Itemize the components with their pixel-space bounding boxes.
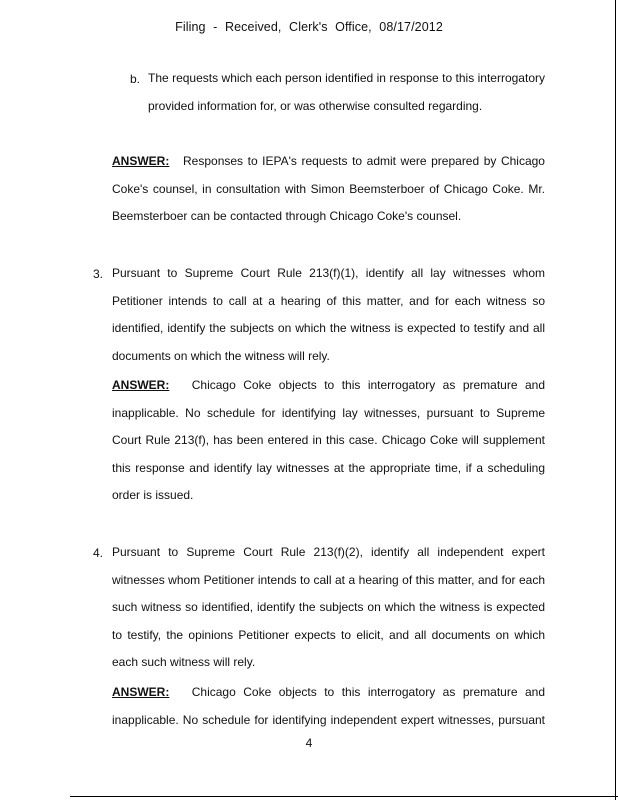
answer-3 xyxy=(112,372,545,510)
filing-header: Filing - Received, Clerk's Office, 08/17/2012 xyxy=(175,20,443,34)
answer-label: ANSWER: xyxy=(112,685,170,699)
answer-4-text: Chicago Coke objects to this interrogatory as premature and inapplicable. No schedule for identifying independent expert witnesses, pursuant xyxy=(112,685,545,727)
item-4-number: 4. xyxy=(93,546,104,560)
item-3-number: 3. xyxy=(93,267,104,281)
right-scan-border xyxy=(615,0,616,800)
answer-b xyxy=(112,148,545,231)
answer-b-text: Responses to IEPA's requests to admit were prepared by Chicago Coke's counsel, in consultation with Simon Beemsterboer of Chicago Coke. Mr. Beemsterboer can be contacted through Chicago Coke's counsel. xyxy=(112,154,545,224)
item-b-text: The requests which each person identified in response to this interrogatory provided information for, or was otherwise consulted regarding. xyxy=(148,71,545,113)
answer-label: ANSWER: xyxy=(112,378,170,392)
answer-4 xyxy=(112,679,545,734)
answer-label: ANSWER: xyxy=(112,154,170,168)
item-b-label: b. xyxy=(130,72,141,86)
bottom-scan-border xyxy=(70,796,618,797)
item-3-text: Pursuant to Supreme Court Rule 213(f)(1), identify all lay witnesses whom Petitioner intends to call at a hearing of this matter, and for each witness so identified, identify the subjects on which the witness is expected to testify and all documents on which the witness will rely. xyxy=(112,266,545,363)
answer-3-text: Chicago Coke objects to this interrogatory as premature and inapplicable. No schedule for identifying lay witnesses, pursuant to Supreme Court Rule 213(f), has been entered in this case. Chicago Coke will supplement this response and identify lay witnesses at the appropriate time, if a scheduling order is issued. xyxy=(112,378,545,503)
item-4-text: Pursuant to Supreme Court Rule 213(f)(2), identify all independent expert witnesses whom Petitioner intends to call at a hearing of this matter, and for each such witness so identified, identify the subjects on which the witness is expected to testify, the opinions Petitioner expects to elicit, and all documents on which each such witness will rely. xyxy=(112,545,545,670)
page-number: 4 xyxy=(305,736,313,750)
